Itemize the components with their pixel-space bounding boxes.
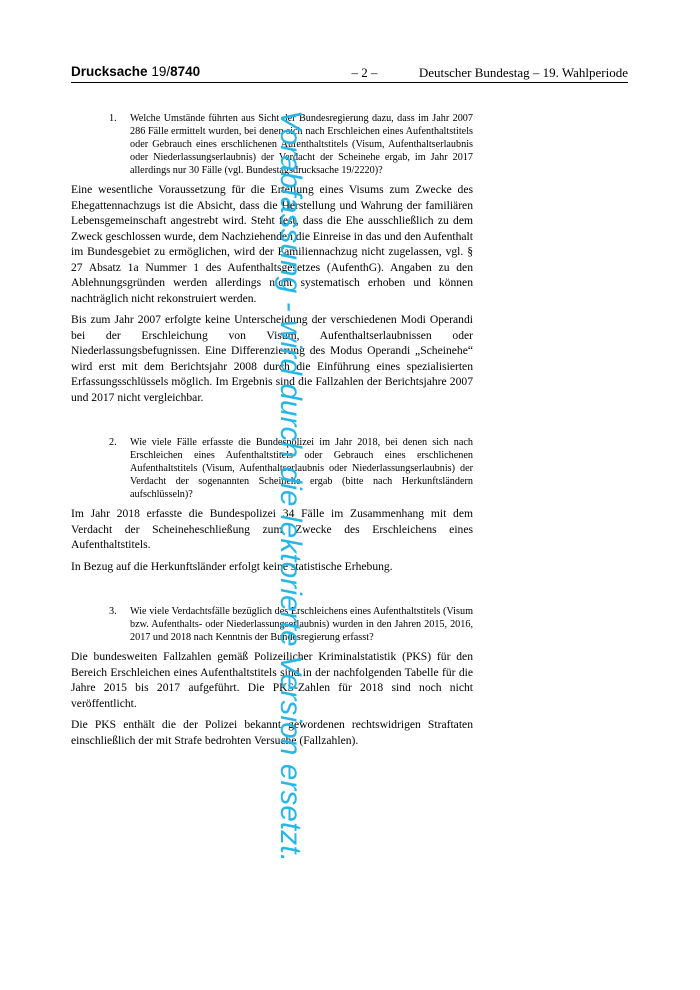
question-number: 3. xyxy=(109,606,117,617)
doc-label: Drucksache xyxy=(71,64,148,79)
answer-paragraph: Die bundesweiten Fallzahlen gemäß Polizeilicher Kriminalstatistik (PKS) für den Bereich Erschleichen eines Aufenthaltstitels sind in der nachfolgenden Tabelle für die Jahre 2015 bis 2017 aufgeführt. Die PKS-Zahlen für 2018 sind noch nicht veröffentlicht. xyxy=(71,650,473,710)
doc-number-prefix: 19/ xyxy=(151,64,171,79)
page-header xyxy=(71,64,628,83)
answer-paragraph: In Bezug auf die Herkunftsländer erfolgt keine statistische Erhebung. xyxy=(71,559,393,573)
answer-paragraph: Im Jahr 2018 erfasste die Bundespolizei 34 Fälle im Zusammenhang mit dem Verdacht der Scheineheschließung zum Zwecke des Erschleichens eines Aufenthaltstitels. xyxy=(71,507,473,551)
question-number: 1. xyxy=(109,113,117,124)
answer-paragraph: Bis zum Jahr 2007 erfolgte keine Unterscheidung der verschiedenen Modi Operandi bei der Erschleichung von Visum, Aufenthaltserlaubnissen oder Niederlassungsbefugnissen. Eine Differenzierung des Modus Operandi „Scheinehe“ wird erst mit dem Berichtsjahr 2008 durch die Einführung eines spezialisierten Erfassungsschlüssels möglich. Im Ergebnis sind die Fallzahlen der Berichtsjahre 2007 und 2017 nicht vergleichbar. xyxy=(71,313,473,404)
publisher: Deutscher Bundestag – 19. Wahlperiode xyxy=(418,65,628,80)
question-text: Wie viele Fälle erfasste die Bundespolizei im Jahr 2018, bei denen sich nach Erschleichen eines Aufenthaltstitels oder Gebrauch eines erschlichenen Aufenthaltstitels (Visum, Aufenthaltserlaubnis oder Niederlassungserlaubnis) der Verdacht der sogenannten Scheinehe ergab (bitte nach Herkunftsländern aufschlüsseln)? xyxy=(130,437,473,500)
page-number: – 2 – xyxy=(351,65,378,80)
doc-number: 8740 xyxy=(170,64,201,79)
question-text: Wie viele Verdachtsfälle bezüglich des Erschleichens eines Aufenthaltstitels (Visum bzw. Aufenthalts- oder Niederlassungserlaubnis) wurden in den Jahren 2015, 2016, 2017 und 2018 nach Kenntnis der Bundesregierung erfasst? xyxy=(130,606,473,643)
question-text: Welche Umstände führten aus Sicht der Bundesregierung dazu, dass im Jahr 2007 286 Fälle ermittelt wurden, bei denen sich nach Erschleichen eines Aufenthaltstitels oder Gebrauch eines erschlichenen Aufenthaltstitels (Visum, Aufenthaltserlaubnis oder Niederlassungserlaubnis) der Verdacht der Scheinehe ergab, im Jahr 2017 allerdings nur 30 Fälle (vgl. Bundestagsdrucksache 19/2220)? xyxy=(130,113,473,176)
question-number: 2. xyxy=(109,437,117,448)
answer-paragraph: Die PKS enthält die der Polizei bekannt gewordenen rechtswidrigen Straftaten einschließlich der mit Strafe bedrohten Versuche (Fallzahlen). xyxy=(71,718,473,747)
answer-paragraph: Eine wesentliche Voraussetzung für die Erteilung eines Visums zum Zwecke des Ehegattennachzugs ist die Absicht, dass die Herstellung und Wahrung der familiären Lebensgemeinschaft angestrebt wird. Steht fest, dass die Ehe ausschließlich zu dem Zweck geschlossen wurde, dem Nachziehenden die Einreise in das und den Aufenthalt im Bundesgebiet zu ermöglichen, wird der Familiennachzug nicht zugelassen, vgl. § 27 Absatz 1a Nummer 1 des Aufenthaltsgesetzes (AufenthG). Angaben zu den Ablehnungsgründen werden allerdings nicht systematisch erhoben und können nachträglich nicht rekonstruiert werden. xyxy=(71,183,473,305)
watermark-text: Vorabfassung - wird durch die lektorierte Version ersetzt. xyxy=(273,110,307,863)
